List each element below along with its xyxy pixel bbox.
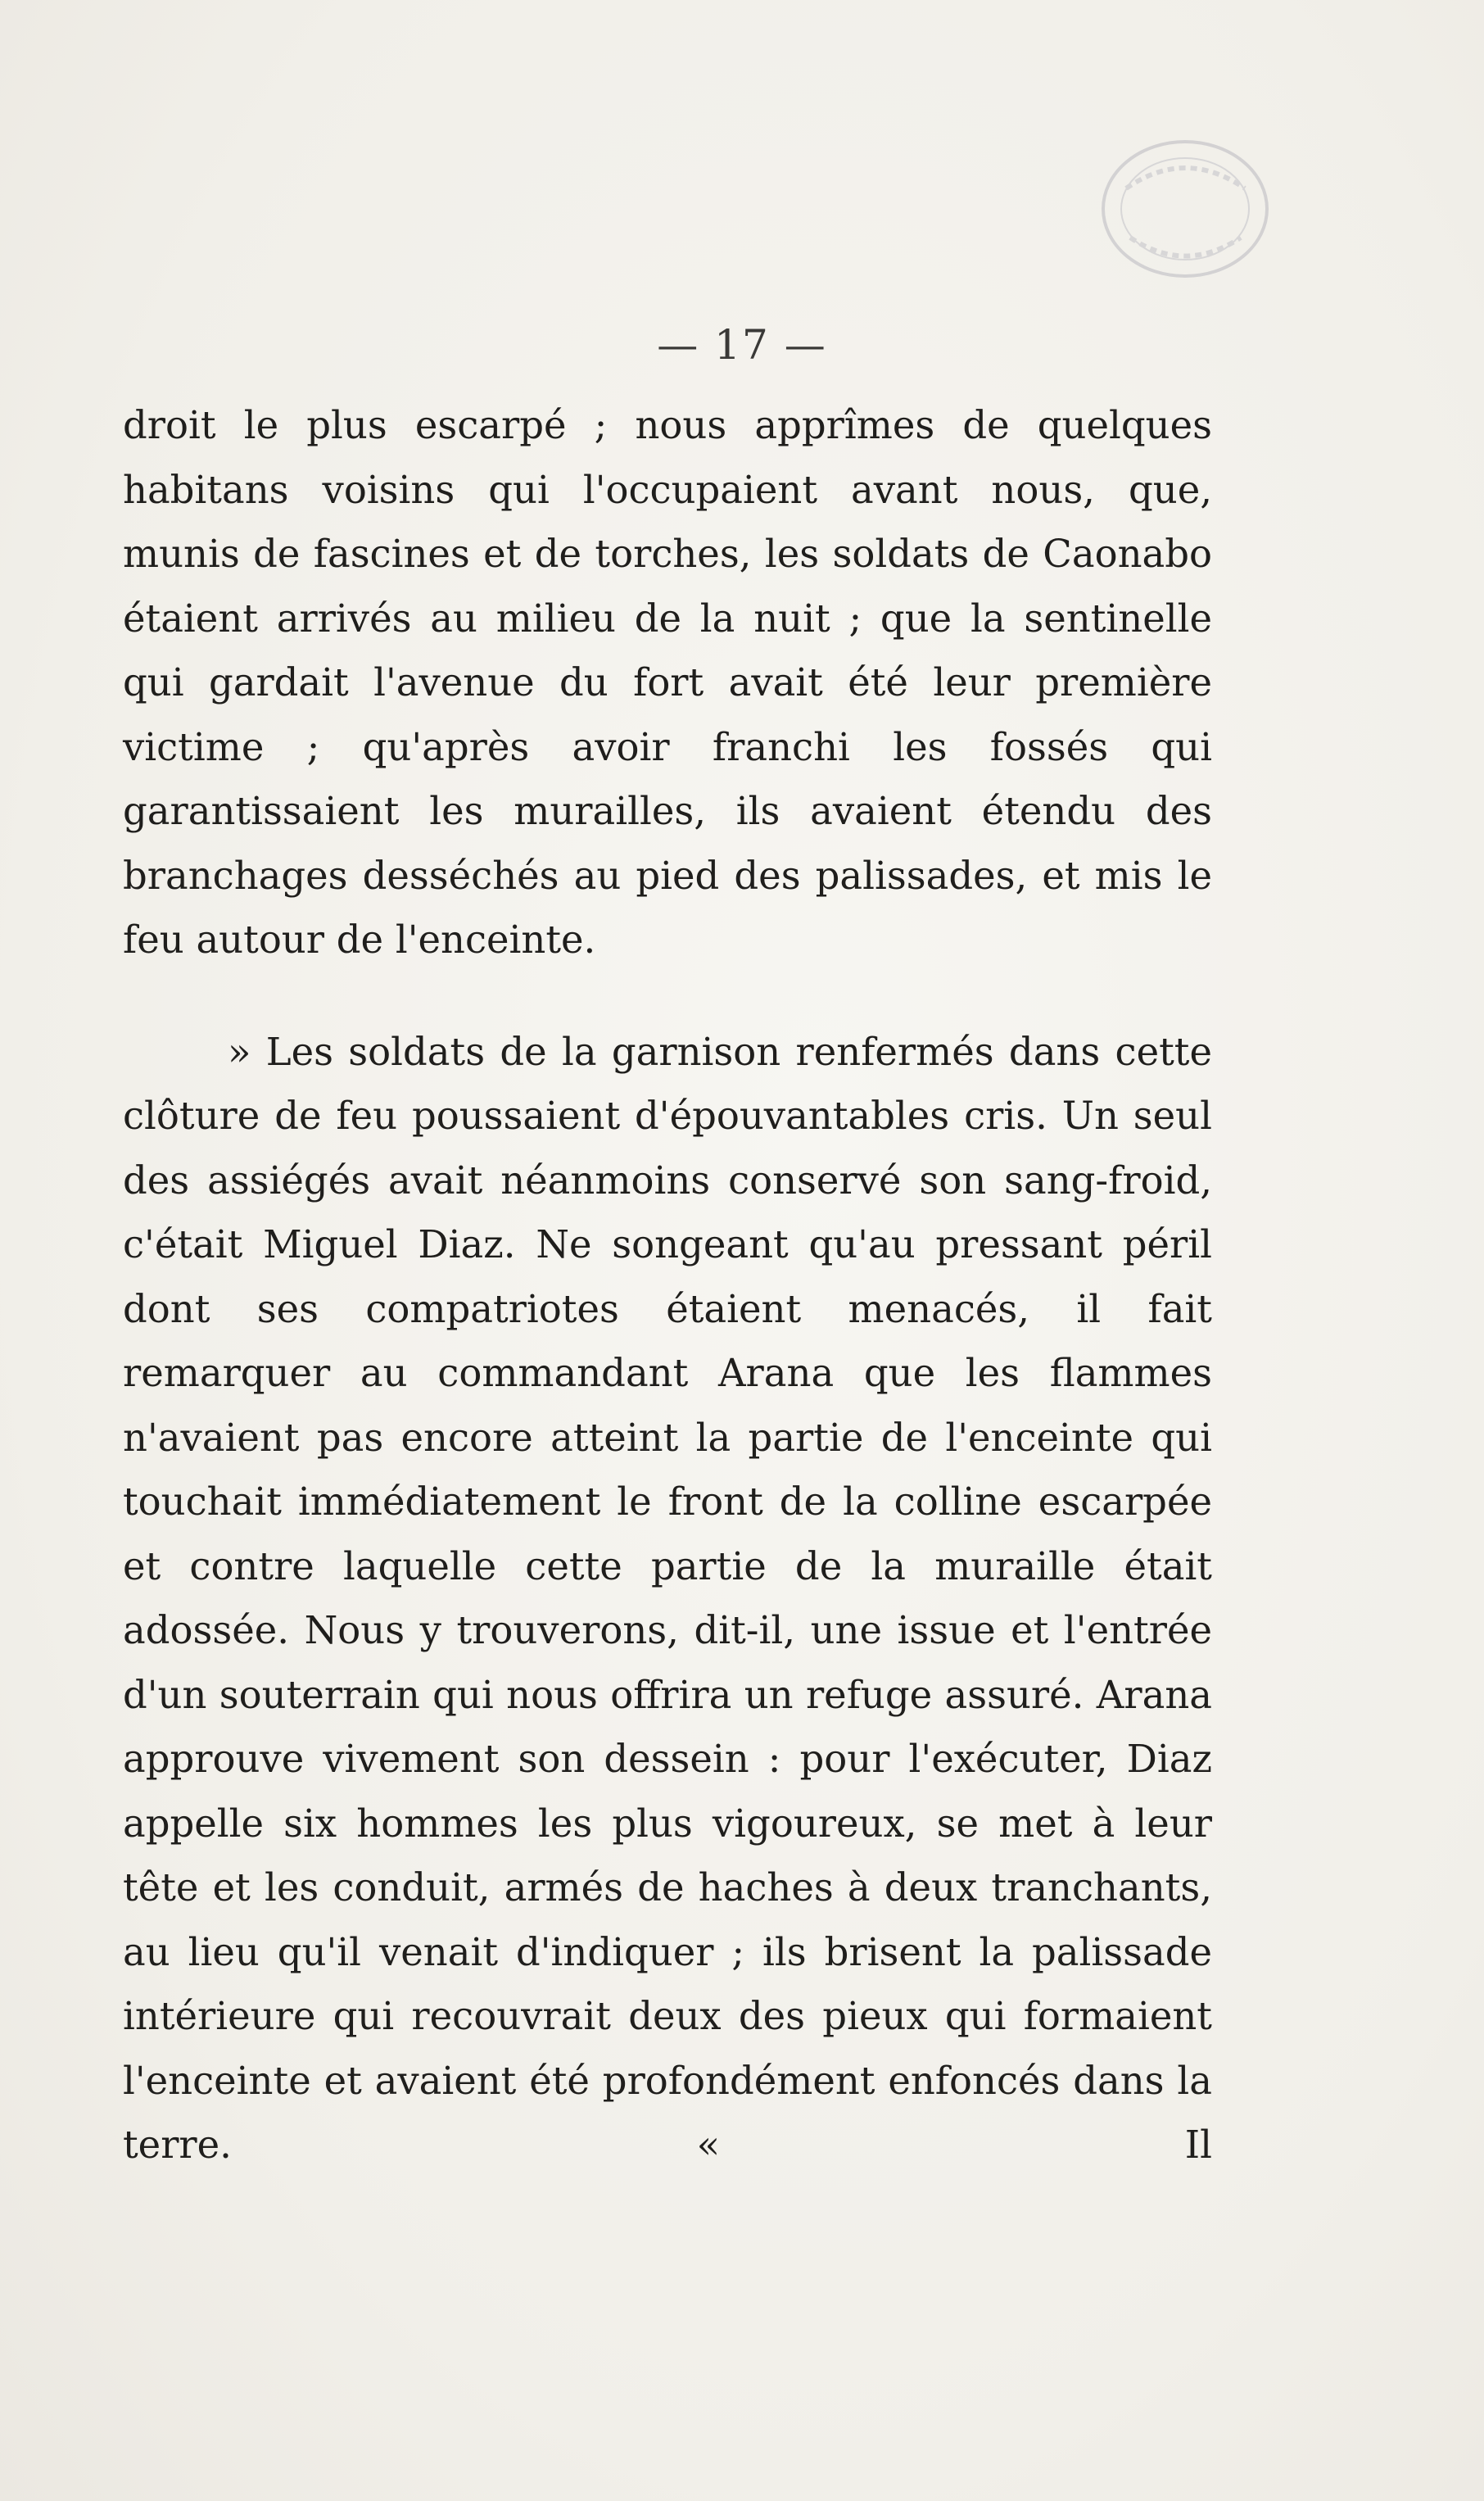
paragraph: droit le plus escarpé ; nous apprîmes de quelques habitans voisins qui l'occupaient avant nous, que, munis de fascines et de torches, les soldats de Caonabo étaient arrivés au milieu de la nuit ; que la sentinelle qui gardait l'avenue du fort avait été leur première victime ; qu'après avoir franchi les fossés qui garantissaient les murailles, ils avaient étendu des branchages desséchés au pied des palissades, et mis le feu autour de l'enceinte. xyxy=(123,403,1212,962)
body-text xyxy=(123,393,1212,2177)
paragraph: » Les soldats de la garnison renfermés dans cette clôture de feu poussaient d'épouvantables cris. Un seul des assiégés avait néanmoins conservé son sang-froid, c'était Miguel Diaz. Ne songeant qu'au pressant péril dont ses compatriotes étaient menacés, il fait remarquer au commandant Arana que les flammes n'avaient pas encore atteint la partie de l'enceinte qui touchait immédiatement le front de la colline escarpée et contre laquelle cette partie de la muraille était adossée. Nous y trouverons, dit-il, une issue et l'entrée d'un souterrain qui nous offrira un refuge assuré. Arana approuve vivement son dessein : pour l'exécuter, Diaz appelle six hommes les plus vigoureux, se met à leur tête et les conduit, armés de haches à deux tranchants, au lieu qu'il venait d'indiquer ; ils brisent la palissade intérieure qui recouvrait deux des pieux qui formaient l'enceinte et avaient été profondément enfoncés dans la terre. « Il xyxy=(123,1029,1212,2167)
library-stamp-icon xyxy=(1093,131,1278,287)
page-number: — 17 — xyxy=(657,321,827,369)
